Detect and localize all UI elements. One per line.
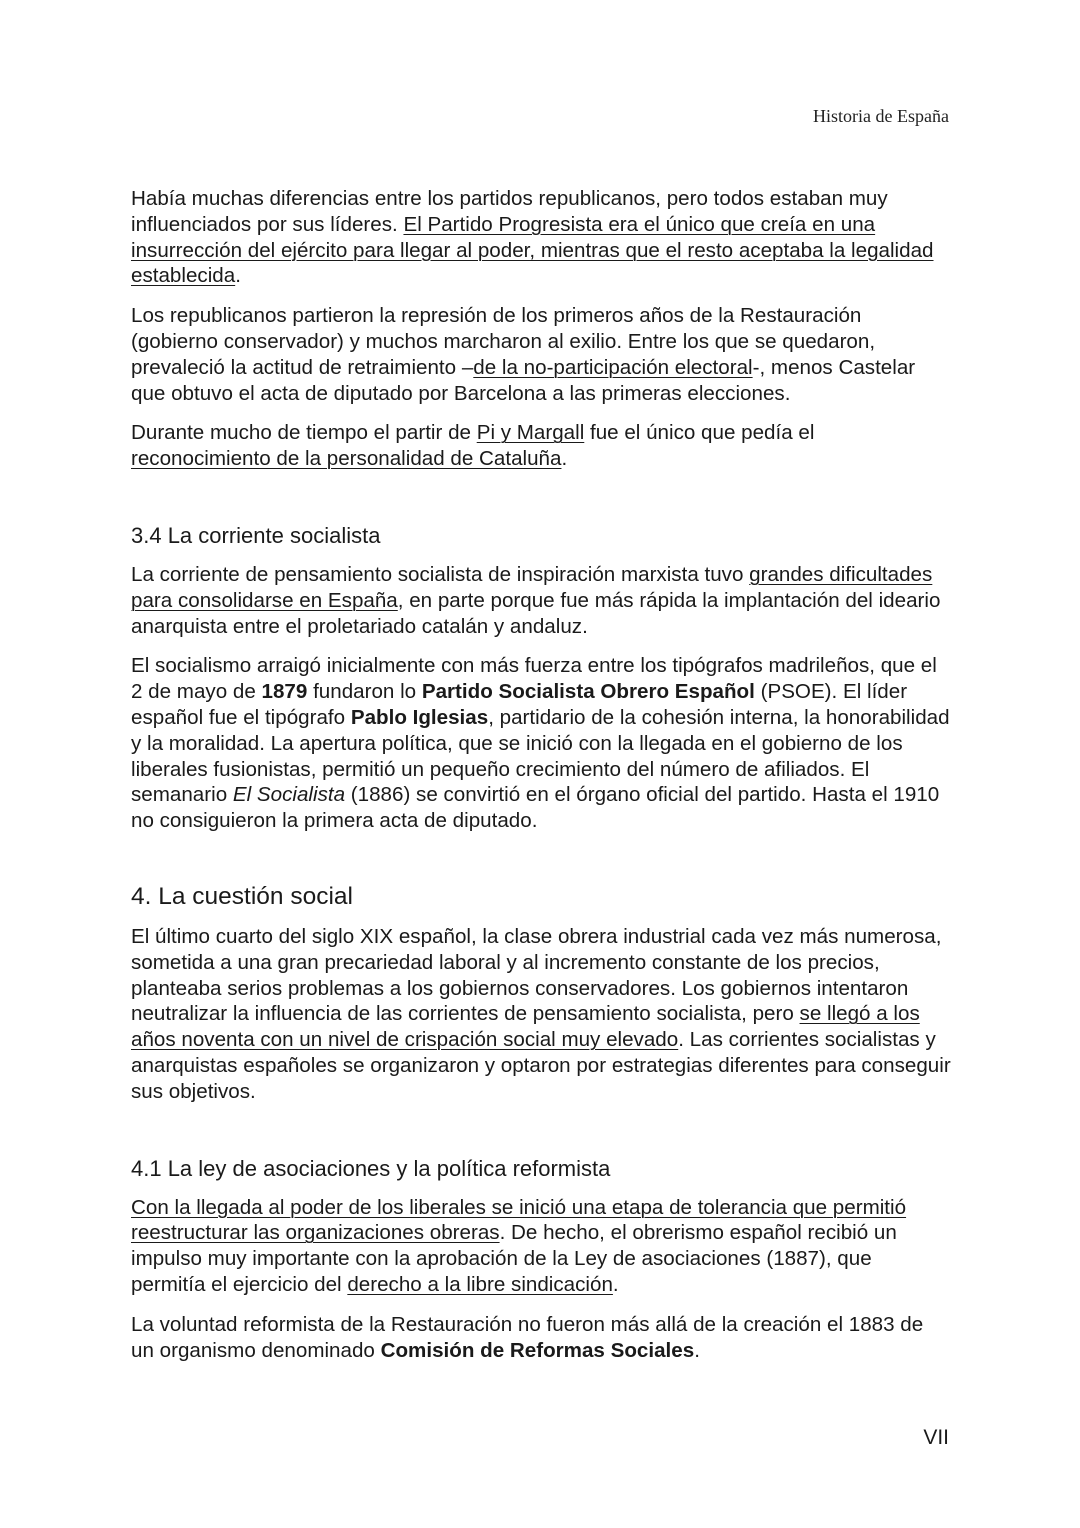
page-number: VII xyxy=(923,1426,949,1449)
paragraph-pi-y-margall: Durante mucho de tiempo el partir de Pi y Margall fue el único que pedía el reconocimiento de la personalidad de Cataluña. xyxy=(131,421,815,471)
paragraph-comision-reformas: La voluntad reformista de la Restauración no fueron más allá de la creación el 1883 de un organismo denominado Comisión de Reformas Sociales. xyxy=(131,1312,924,1362)
section-heading-3-4: 3.4 La corriente socialista xyxy=(131,522,381,548)
section-heading-4-1: 4.1 La ley de asociaciones y la política reformista xyxy=(131,1155,611,1181)
section-heading-4: 4. La cuestión social xyxy=(131,882,353,910)
paragraph-ley-asociaciones: Con la llegada al poder de los liberales se inició una etapa de tolerancia que permitió reestructurar las organizaciones obreras. De hecho, el obrerismo español recibió un impulso muy importante con la aprobación de la Ley de asociaciones (1887), que permitía el ejercicio del derecho a la libre sindicación. xyxy=(131,1195,907,1296)
paragraph-republicanos-lideres: Había muchas diferencias entre los partidos republicanos, pero todos estaban muy influenciados por sus líderes. El Partido Progresista era el único que creía en una insurrección del ejército para llegar al poder, mientras que el resto aceptaba la legalidad establecida. xyxy=(131,187,934,288)
document-body xyxy=(131,186,951,1377)
running-header: Historia de España xyxy=(813,106,949,126)
paragraph-psoe: El socialismo arraigó inicialmente con más fuerza entre los tipógrafos madrileños, que el 2 de mayo de 1879 fundaron lo Partido Socialista Obrero Español (PSOE). El líder español fue el tipógrafo Pablo Iglesias, partidario de la cohesión interna, la honorabilidad y la moralidad. La apertura política, que se inició con la llegada en el gobierno de los liberales fusionistas, permitió un pequeño crecimiento del número de afiliados. El semanario El Socialista (1886) se convirtió en el órgano oficial del partido. Hasta el 1910 no consiguieron la primera acta de diputado. xyxy=(131,654,950,833)
paragraph-corriente-socialista: La corriente de pensamiento socialista de inspiración marxista tuvo grandes dificultades para consolidarse en España, en parte porque fue más rápida la implantación del ideario anarquista entre el proletariado catalán y andaluz. xyxy=(131,562,941,638)
paragraph-republicanos-retraimiento: Los republicanos partieron la represión de los primeros años de la Restauración (gobierno conservador) y muchos marcharon al exilio. Entre los que se quedaron, prevaleció la actitud de retraimiento –de la no-participación electoral-, menos Castelar que obtuvo el acta de diputado por Barcelona a las primeras elecciones. xyxy=(131,304,916,405)
paragraph-cuestion-social: El último cuarto del siglo XIX español, la clase obrera industrial cada vez más numerosa, sometida a una gran precariedad laboral y al incremento constante de los precios, planteaba serios problemas a los gobiernos conservadores. Los gobiernos intentaron neutralizar la influencia de las corrientes de pensamiento socialista, pero se llegó a los años noventa con un nivel de crispación social muy elevado. Las corrientes socialistas y anarquistas españoles se organizaron y optaron por estrategias diferentes para conseguir sus objetivos. xyxy=(131,924,951,1103)
